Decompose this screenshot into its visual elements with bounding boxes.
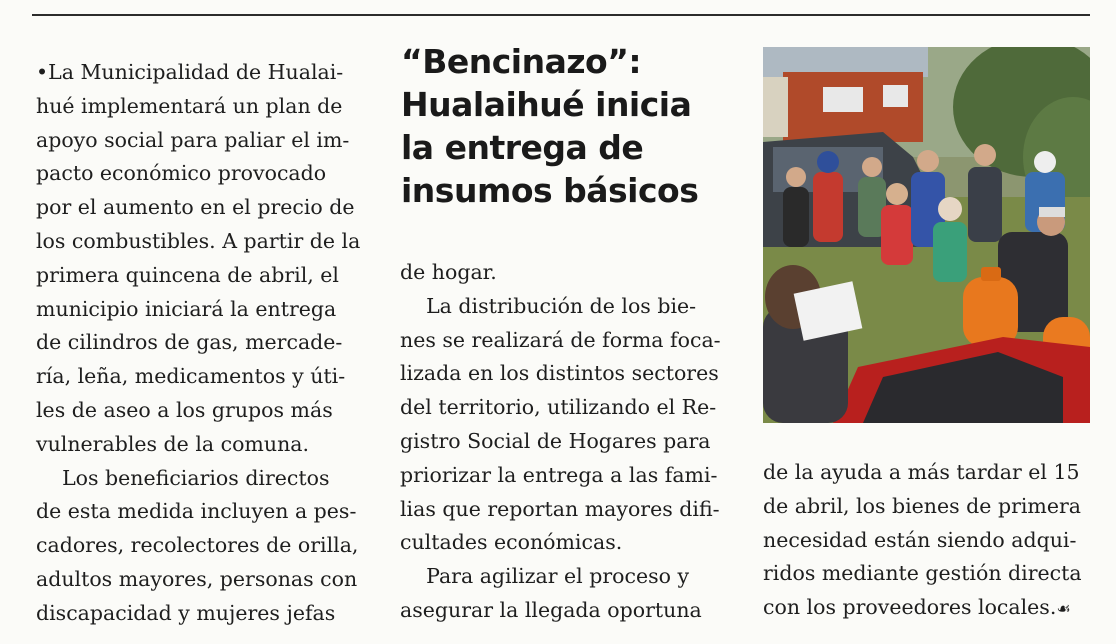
body-line: de esta medida incluyen a pes- (36, 499, 357, 524)
body-line: necesidad están siendo adqui- (763, 527, 1077, 552)
body-line: discapacidad y mujeres jefas (36, 600, 336, 625)
headline-line: la entrega de (401, 128, 644, 167)
headline-line: “Bencinazo”: (401, 42, 642, 81)
body-line: pacto económico provocado (36, 161, 327, 186)
body-line: los combustibles. A partir de la (36, 228, 361, 253)
body-line: gistro Social de Hogares para (400, 428, 711, 453)
body-line: lizada en los distintos sectores (400, 361, 719, 386)
article-column-2 (400, 256, 730, 628)
body-line: priorizar la entrega a las fami- (400, 462, 718, 487)
article-headline (401, 40, 741, 212)
body-line: asegurar la llegada oportuna (400, 597, 702, 622)
body-line: de abril, los bienes de primera (763, 493, 1082, 518)
body-line: nes se realizará de forma foca- (400, 327, 721, 352)
body-line: de hogar. (400, 260, 497, 284)
body-line-last (763, 591, 1093, 625)
body-line: del territorio, utilizando el Re- (400, 395, 717, 420)
body-line: por el aumento en el precio de (36, 195, 355, 220)
body-line: Para agilizar el proceso y (400, 564, 690, 589)
end-of-article-icon: ☙ (1056, 599, 1071, 619)
body-line: hué implementará un plan de (36, 93, 343, 118)
headline-line: Hualaihué inicia (401, 85, 692, 124)
body-line: apoyo social para paliar el im- (36, 127, 350, 152)
body-line: de cilindros de gas, mercade- (36, 330, 343, 355)
body-line: •La Municipalidad de Hualai- (36, 60, 344, 84)
body-line: cultades económicas. (400, 530, 623, 555)
body-line: ría, leña, medicamentos y úti- (36, 364, 346, 389)
body-line: les de aseo a los grupos más (36, 397, 333, 422)
body-line: primera quincena de abril, el (36, 262, 339, 287)
body-line-text: con los proveedores locales. (763, 595, 1057, 620)
article-column-3 (763, 456, 1093, 625)
article-column-1 (36, 56, 366, 631)
body-line: vulnerables de la comuna. (36, 431, 310, 456)
body-line: La distribución de los bie- (400, 293, 697, 318)
news-photo-illustration (763, 47, 1090, 423)
headline-line: insumos básicos (401, 171, 699, 210)
body-line: ridos mediante gestión directa (763, 561, 1082, 586)
body-line: Los beneficiarios directos (36, 465, 330, 490)
body-line: lias que reportan mayores difi- (400, 496, 720, 521)
body-line: municipio iniciará la entrega (36, 296, 337, 321)
top-rule-divider (32, 14, 1090, 16)
body-line: de la ayuda a más tardar el 15 (763, 460, 1080, 484)
body-line: cadores, recolectores de orilla, (36, 533, 359, 558)
news-photo (763, 47, 1090, 423)
body-line: adultos mayores, personas con (36, 566, 358, 591)
